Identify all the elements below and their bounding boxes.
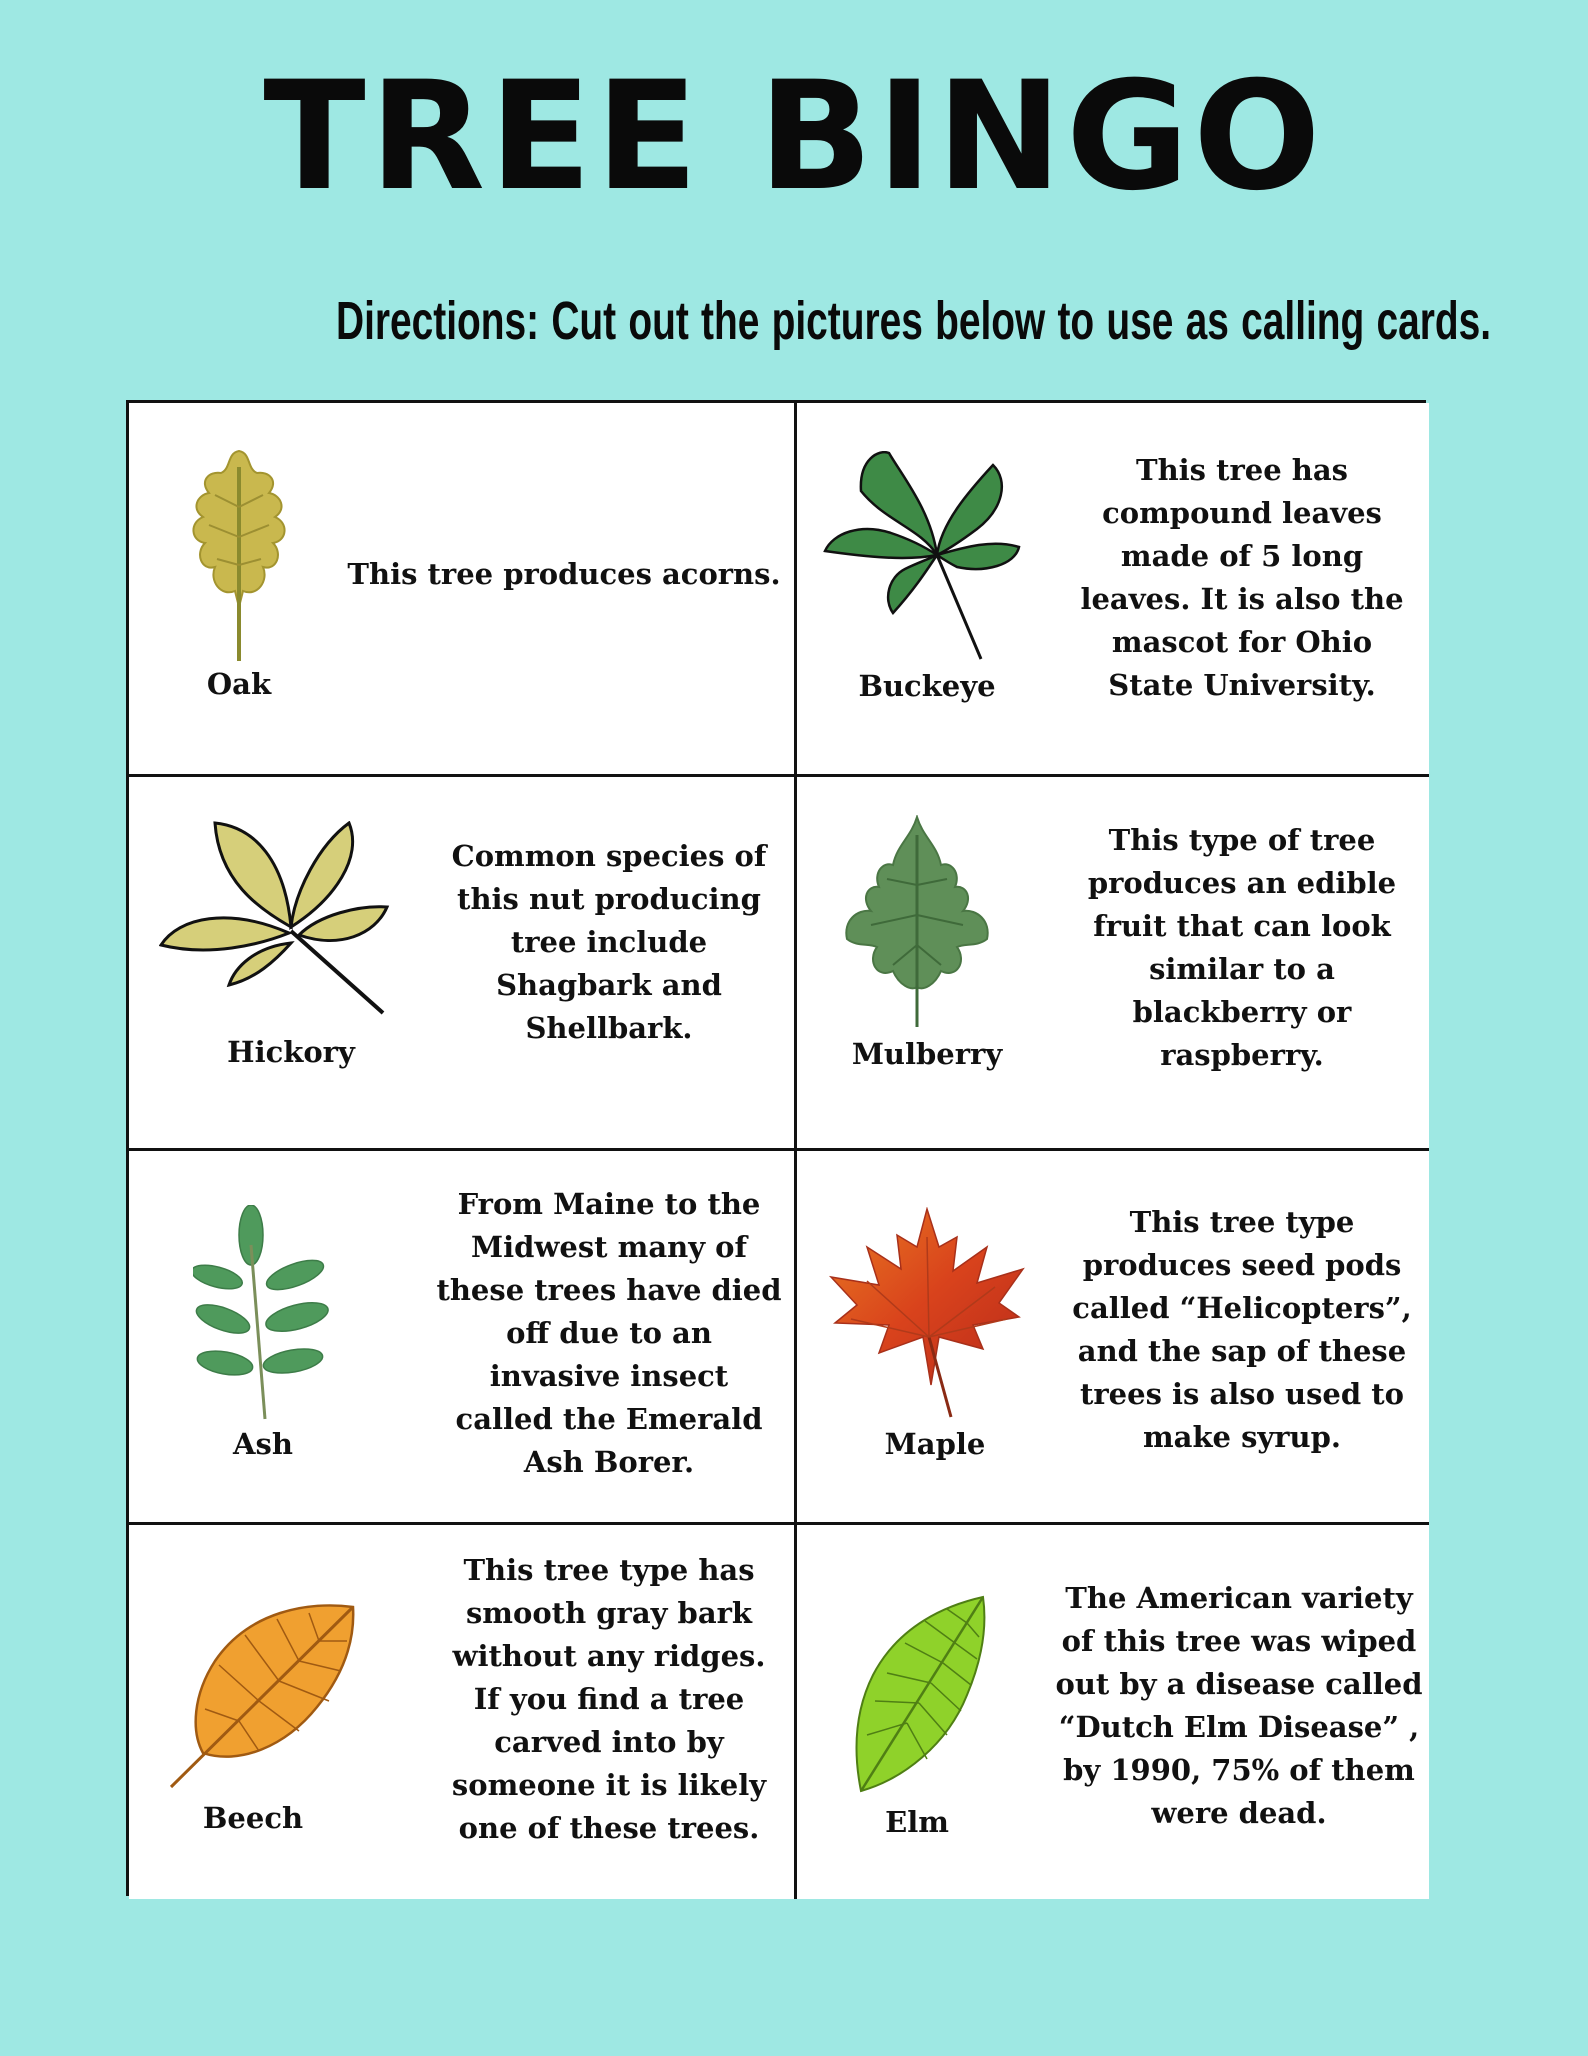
- card-hickory-description: Common species of this nut producing tree include Shagbark and Shellbark.: [451, 839, 767, 1045]
- page-title: TREE BINGO: [263, 50, 1325, 224]
- oak-leaf-icon: [169, 447, 309, 667]
- hickory-leaf-icon: [159, 821, 399, 1021]
- buckeye-leaf-icon: [821, 451, 1021, 661]
- card-buckeye: [797, 403, 1429, 777]
- elm-leaf-icon: [847, 1595, 987, 1805]
- card-mulberry: [797, 777, 1429, 1151]
- maple-leaf-icon: [827, 1207, 1027, 1421]
- ash-leaf-icon: [193, 1205, 333, 1421]
- card-maple: [797, 1151, 1429, 1525]
- card-ash-description: From Maine to the Midwest many of these trees have died off due to an invasive insect called the Emerald Ash Borer.: [436, 1187, 782, 1479]
- beech-leaf-icon: [169, 1601, 359, 1791]
- card-maple-name: Maple: [884, 1427, 986, 1461]
- card-oak-description: This tree produces acorns.: [347, 557, 781, 591]
- card-elm-name: Elm: [885, 1805, 949, 1839]
- card-mulberry-name: Mulberry: [851, 1037, 1003, 1071]
- card-hickory: [129, 777, 797, 1151]
- card-ash-name: Ash: [233, 1427, 293, 1461]
- card-beech: [129, 1525, 797, 1899]
- card-elm: [797, 1525, 1429, 1899]
- card-buckeye-name: Buckeye: [858, 669, 996, 703]
- card-beech-description: This tree type has smooth gray bark without any ridges. If you find a tree carved into by someone it is likely one of these trees.: [451, 1553, 767, 1845]
- card-mulberry-description: This type of tree produces an edible fruit that can look similar to a blackberry or raspberry.: [1087, 823, 1397, 1072]
- mulberry-leaf-icon: [837, 815, 997, 1029]
- card-buckeye-description: This tree has compound leaves made of 5 long leaves. It is also the mascot for Ohio State University.: [1080, 453, 1404, 702]
- card-beech-name: Beech: [202, 1801, 304, 1835]
- card-oak: [129, 403, 797, 777]
- card-hickory-name: Hickory: [227, 1035, 355, 1069]
- card-maple-description: This tree type produces seed pods called “Helicopters”, and the sap of these trees is also used to make syrup.: [1072, 1205, 1412, 1454]
- directions-text: Directions: Cut out the pictures below to use as calling cards.: [336, 291, 1492, 351]
- card-elm-description: The American variety of this tree was wiped out by a disease called “Dutch Elm Disease” , by 1990, 75% of them were dead.: [1055, 1581, 1423, 1830]
- card-oak-name: Oak: [206, 667, 272, 701]
- bingo-card-grid: [126, 400, 1426, 1896]
- card-ash: [129, 1151, 797, 1525]
